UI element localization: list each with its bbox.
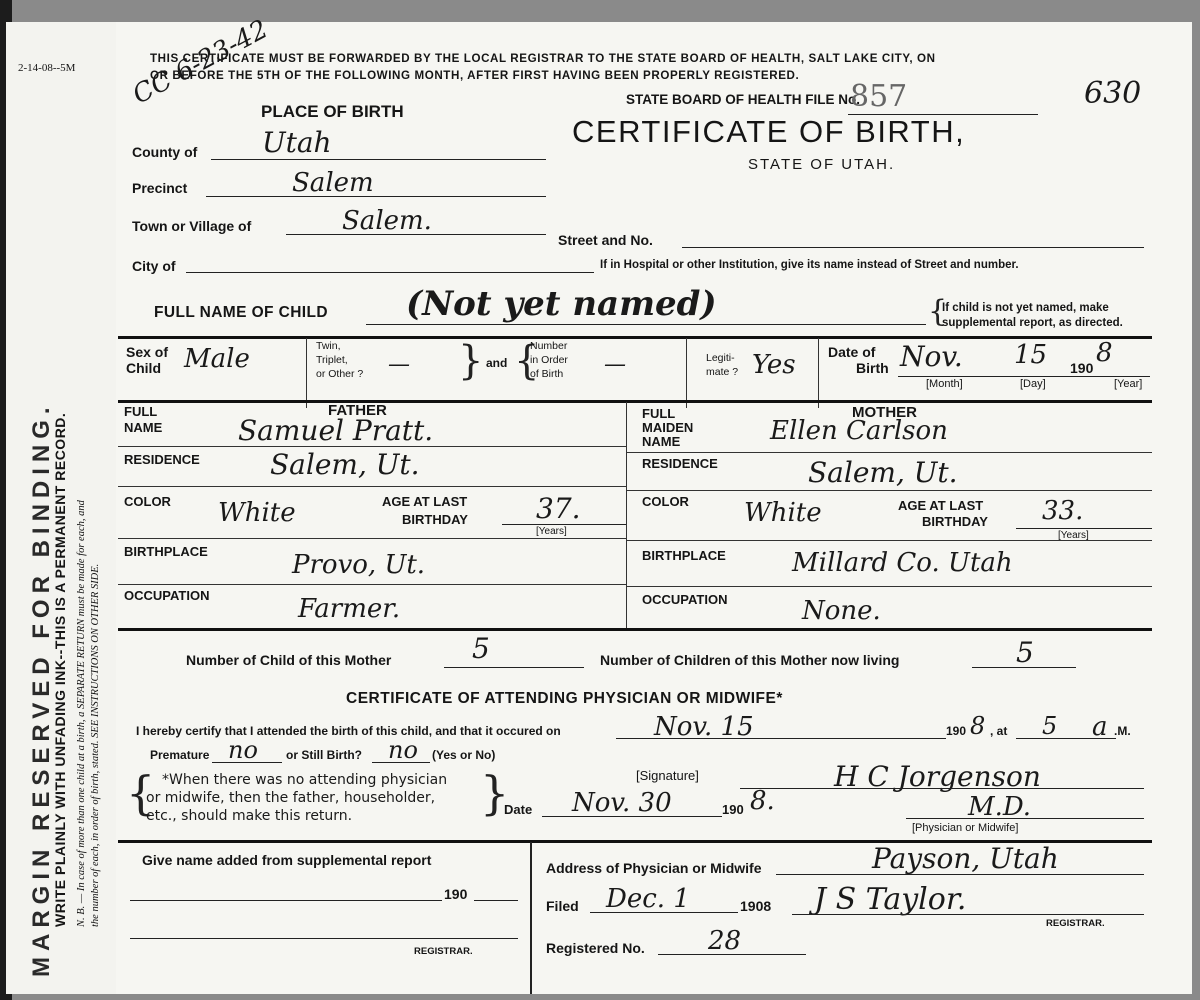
filing-registrar-label: REGISTRAR. [1046, 918, 1105, 929]
address-value: Payson, Utah [872, 842, 1059, 875]
street-label: Street and No. [558, 232, 653, 248]
vertical-nb-line-2: the number of each, in order of birth, stated. SEE INSTRUCTIONS ON OTHER SIDE. [90, 563, 101, 927]
twin-label-3: or Other ? [316, 368, 364, 380]
date-label: Date [504, 802, 533, 817]
father-residence-value: Salem, Ut. [270, 448, 420, 481]
year-label: [Year] [1114, 378, 1143, 390]
and-label: and [486, 356, 508, 370]
precinct-label: Precinct [132, 180, 188, 196]
child-number-value: 5 [472, 632, 490, 665]
date-year-suffix: 8. [750, 786, 775, 816]
precinct-value: Salem [292, 168, 374, 198]
role-label: [Physician or Midwife] [912, 822, 1019, 834]
mother-name-label-2: MAIDEN [642, 420, 694, 435]
mother-occupation-label: OCCUPATION [642, 592, 728, 607]
child-name-label: FULL NAME OF CHILD [154, 304, 328, 321]
physician-year-suffix: 8 [970, 712, 986, 740]
vertical-margin-text: MARGIN RESERVED FOR BINDING. [28, 401, 55, 977]
sex-label-2: Child [126, 360, 161, 376]
sex-value: Male [184, 344, 250, 374]
day-label: [Day] [1020, 378, 1046, 390]
stillbirth-label: or Still Birth? [286, 748, 362, 762]
handwritten-file-number: 630 [1084, 76, 1142, 111]
dob-year-prefix: 190 [1070, 360, 1094, 376]
mother-years-label: [Years] [1058, 530, 1089, 541]
mother-occupation-value: None. [802, 596, 881, 626]
father-years-label: [Years] [536, 526, 567, 537]
binding-margin [6, 22, 116, 994]
twin-label-2: Triplet, [316, 354, 348, 366]
premature-label: Premature [150, 748, 210, 762]
notice-line-1: THIS CERTIFICATE MUST BE FORWARDED BY THE LOCAL REGISTRAR TO THE STATE BOARD OF HEALTH, SALT LAKE CITY, ON [150, 52, 936, 65]
father-heading: FATHER [328, 402, 387, 419]
order-label-2: in Order [530, 354, 568, 366]
town-value: Salem. [342, 206, 432, 236]
signature-label: [Signature] [636, 768, 699, 783]
dob-year-suffix: 8 [1096, 338, 1113, 368]
legit-label-1: Legiti- [706, 352, 735, 364]
supplemental-label: Give name added from supplemental report [142, 852, 432, 868]
mother-name-value: Ellen Carlson [770, 416, 948, 446]
city-label: City of [132, 258, 176, 274]
sex-label-1: Sex of [126, 344, 169, 360]
signature-date: Nov. 30 [572, 788, 672, 818]
twin-value: — [388, 352, 410, 377]
physician-birth-date: Nov. 15 [654, 712, 754, 742]
form-code: 2-14-08--5M [18, 62, 76, 74]
mother-age-label-2: BIRTHDAY [922, 514, 988, 529]
order-value: — [604, 352, 626, 377]
father-age-label-1: AGE AT LAST [382, 494, 468, 509]
month-label: [Month] [926, 378, 963, 390]
birth-certificate-sheet: 2-14-08--5M MARGIN RESERVED FOR BINDING. WRITE PLAINLY WITH UNFADING INK--THIS IS A PERMANENT RECORD. N. B. — In case of more than one child at a birth, a SEPARATE RETURN must be made for each, and the number of each, in order of birth, stated. SEE INSTRUCTIONS ON OTHER SIDE. THIS CERTIFICATE MUST BE FORWARDED BY THE LOCAL REGISTRAR TO THE STATE BOARD OF HEALTH, SALT LAKE CITY, ON OR BEFORE THE 5TH OF THE FOLLOWING MONTH, AFTER FIRST HAVING BEEN PROPERLY REGISTERED. CC 6-23-42 STATE BOARD OF HEALTH FILE No. 857 630 CERTIFICATE OF BIRTH, STATE OF UTAH. PLACE OF BIRTH County of Utah Precinct Salem Town or Village of Salem. Street and No. City of If in Hospital or other Institution, give its name instead of Street and number. FULL NAME OF CHILD (Not yet named) { If child is not yet named, make supplemental report, as directed. Sex of Child Male Twin, Triplet, or Other ? — } and { Number in Order of Birth — Legiti- mate ? Yes Date of Birth Nov. 15 190 8 [Month] [Day] [Year] FATHER FULL NAME Samuel Pratt. RESIDENCE Salem, Ut. COLOR White AGE AT LAST BIRTHDAY 37. [Years] BIRTHPLACE Provo, Ut. OCCUPATION Farmer. MOTHER FULL MAIDEN NAME Ellen Carlson RESIDENCE Salem, Ut. COLOR White AGE AT LAST BIRTHDAY 33. [Years] BIRTHPLACE Millard Co. Utah OCCUPATION None. Number of Child of this Mother 5 Number of Children of this Mother now living 5 CERTIFICATE OF ATTENDING PHYSICIAN OR MIDWIFE* I hereby certify that I attended the birth of this child, and that it occured on Nov. 15 190 8 , at 5 a .M. Premature no or Still Birth? no (Yes or No) { *When there was no attending physician or midwife, then the father, householder, etc., should make this return. } [Signature] H C Jorgenson Date Nov. 30 190 8. M.D. [Physician or Midwife] Give name added from supplemental report 190 REGISTRAR. Address of Physician or Midwife Payson, Utah Filed Dec. 1 1908 J S Taylor. REGISTRAR. Registered No. 28 [6, 22, 1192, 994]
mother-name-label-1: FULL [642, 406, 676, 421]
child-name-value: (Not yet named) [406, 284, 717, 324]
county-label: County of [132, 144, 198, 160]
child-number-label: Number of Child of this Mother [186, 652, 392, 668]
registrar-signature: J S Taylor. [814, 882, 967, 917]
registered-number: 28 [708, 926, 742, 956]
father-name-value: Samuel Pratt. [238, 414, 434, 447]
filed-date: Dec. 1 [606, 884, 690, 914]
mother-heading: MOTHER [852, 404, 917, 421]
footnote-line-3: etc., should make this return. [146, 808, 353, 824]
mother-residence-value: Salem, Ut. [808, 456, 958, 489]
dob-month: Nov. [900, 340, 963, 373]
mother-age-label-1: AGE AT LAST [898, 498, 984, 513]
mother-birthplace-label: BIRTHPLACE [642, 548, 726, 563]
father-residence-label: RESIDENCE [124, 452, 200, 467]
mother-birthplace-value: Millard Co. Utah [792, 548, 1013, 578]
mother-color-label: COLOR [642, 494, 689, 509]
father-age-label-2: BIRTHDAY [402, 512, 468, 527]
order-label-3: of Birth [530, 368, 564, 380]
at-label: , at [990, 724, 1008, 738]
supplemental-registrar-label: REGISTRAR. [414, 946, 473, 957]
handwritten-cc-note: CC 6-23-42 [128, 14, 274, 111]
father-birthplace-value: Provo, Ut. [292, 550, 426, 580]
date-year-prefix: 190 [722, 802, 744, 817]
twin-label-1: Twin, [316, 340, 341, 352]
certify-text: I hereby certify that I attended the birth of this child, and that it occured on [136, 724, 561, 738]
footnote-line-1: *When there was no attending physician [162, 772, 448, 788]
file-number: 857 [850, 79, 908, 114]
town-label: Town or Village of [132, 218, 252, 234]
physician-year-prefix: 190 [946, 724, 967, 738]
mother-age-value: 33. [1042, 496, 1084, 526]
name-note-2: supplemental report, as directed. [942, 317, 1123, 329]
order-label-1: Number [530, 340, 568, 352]
time-value: 5 [1042, 712, 1058, 740]
vertical-nb-line-1: N. B. — In case of more than one child at a birth, a SEPARATE RETURN must be made for each, and [76, 500, 87, 927]
filed-label: Filed [546, 898, 579, 914]
physician-title: M.D. [968, 792, 1032, 822]
father-occupation-label: OCCUPATION [124, 588, 210, 603]
physician-heading: CERTIFICATE OF ATTENDING PHYSICIAN OR MIDWIFE* [346, 690, 783, 707]
father-occupation-value: Farmer. [298, 594, 401, 624]
father-name-label-2: NAME [124, 420, 163, 435]
living-value: 5 [1016, 636, 1034, 669]
mother-color-value: White [744, 498, 822, 528]
hospital-note: If in Hospital or other Institution, give its name instead of Street and number. [600, 259, 1019, 271]
registered-label: Registered No. [546, 940, 645, 956]
place-of-birth-heading: PLACE OF BIRTH [261, 102, 404, 121]
m-label: .M. [1114, 724, 1131, 738]
living-label: Number of Children of this Mother now living [600, 652, 900, 668]
legit-label-2: mate ? [706, 366, 739, 378]
name-note-1: If child is not yet named, make [942, 302, 1109, 314]
certificate-title: CERTIFICATE OF BIRTH, [572, 114, 966, 149]
ampm-value: a [1092, 712, 1108, 742]
county-value: Utah [262, 126, 332, 159]
footnote-line-2: or midwife, then the father, householder, [146, 790, 436, 806]
stillbirth-value: no [388, 736, 418, 764]
dob-day: 15 [1014, 340, 1048, 370]
father-color-label: COLOR [124, 494, 171, 509]
father-name-label-1: FULL [124, 404, 158, 419]
notice-line-2: OR BEFORE THE 5TH OF THE FOLLOWING MONTH, AFTER FIRST HAVING BEEN PROPERLY REGISTERED. [150, 69, 800, 82]
yesno-label: (Yes or No) [432, 748, 496, 762]
mother-name-label-3: NAME [642, 434, 681, 449]
premature-value: no [228, 736, 258, 764]
supplemental-year: 190 [444, 886, 468, 902]
file-number-label: STATE BOARD OF HEALTH FILE No. [626, 92, 860, 107]
legit-value: Yes [752, 350, 796, 380]
physician-signature: H C Jorgenson [834, 760, 1041, 793]
father-age-value: 37. [536, 492, 581, 525]
address-label: Address of Physician or Midwife [546, 860, 762, 876]
dob-label-2: Birth [856, 360, 889, 376]
certificate-subtitle: STATE OF UTAH. [748, 156, 896, 173]
vertical-ink-notice: WRITE PLAINLY WITH UNFADING INK--THIS IS A PERMANENT RECORD. [52, 412, 68, 927]
father-color-value: White [218, 498, 296, 528]
dob-label-1: Date of [828, 344, 876, 360]
father-birthplace-label: BIRTHPLACE [124, 544, 208, 559]
filed-year: 1908 [740, 898, 772, 914]
mother-residence-label: RESIDENCE [642, 456, 718, 471]
